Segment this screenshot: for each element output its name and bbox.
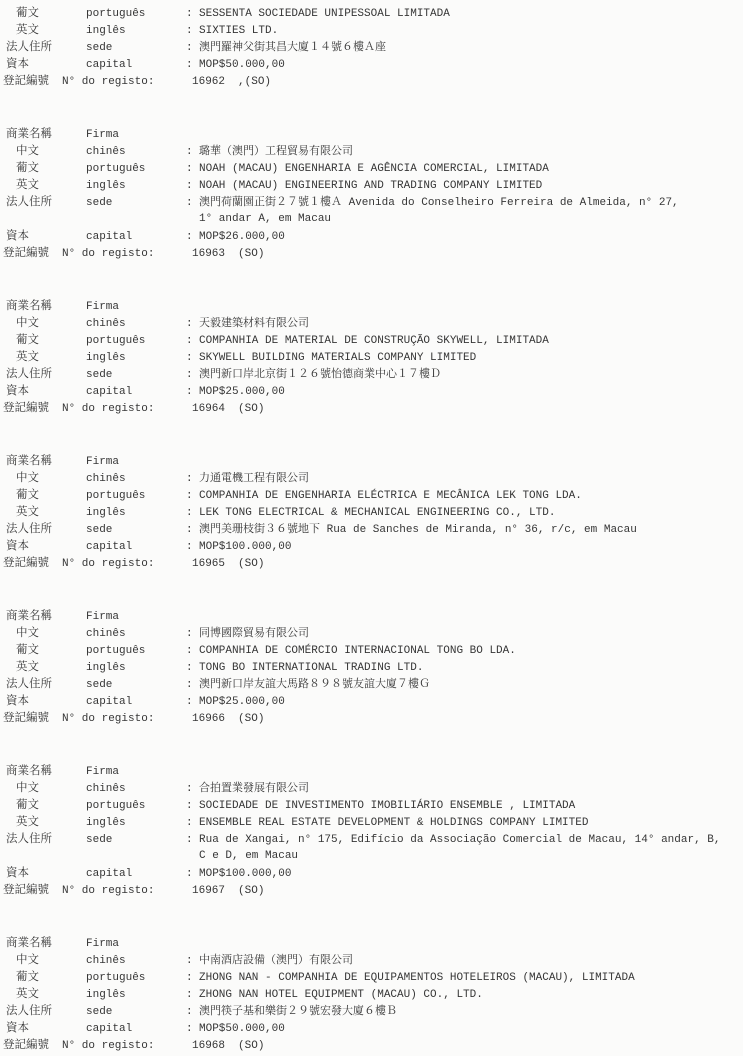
label-chinese-pt: chinês bbox=[86, 628, 126, 640]
field-row-firma bbox=[0, 453, 743, 470]
field-row-chinese bbox=[0, 143, 743, 160]
colon: : bbox=[186, 817, 193, 829]
label-firma-zh: 商業名稱 bbox=[6, 610, 52, 623]
label-registo-pt: N° do registo: bbox=[62, 1040, 155, 1052]
label-capital-zh: 資本 bbox=[6, 385, 29, 398]
field-row-chinese bbox=[0, 315, 743, 332]
field-row-sede bbox=[0, 39, 743, 56]
label-english-zh: 英文 bbox=[16, 988, 39, 1001]
chinese-name-value: 同博國際貿易有限公司 bbox=[199, 628, 309, 640]
colon: : bbox=[186, 473, 193, 485]
company-entry bbox=[0, 935, 743, 1054]
capital-value: MOP$50.000,00 bbox=[199, 1023, 285, 1035]
field-row-capital bbox=[0, 383, 743, 400]
label-portuguese-zh: 葡文 bbox=[16, 971, 39, 984]
label-sede-pt: sede bbox=[86, 679, 113, 691]
field-row-portuguese bbox=[0, 487, 743, 504]
label-english-pt: inglês bbox=[86, 352, 126, 364]
label-sede-pt: sede bbox=[86, 834, 113, 846]
label-sede-zh: 法人住所 bbox=[6, 41, 52, 54]
capital-value: MOP$25.000,00 bbox=[199, 696, 285, 708]
label-english-zh: 英文 bbox=[16, 816, 39, 829]
field-row-capital bbox=[0, 538, 743, 555]
label-registo-zh: 登記編號 bbox=[3, 884, 49, 897]
label-english-pt: inglês bbox=[86, 817, 126, 829]
label-chinese-zh: 中文 bbox=[16, 954, 39, 967]
label-sede-zh: 法人住所 bbox=[6, 678, 52, 691]
colon: : bbox=[186, 8, 193, 20]
colon: : bbox=[186, 180, 193, 192]
field-row-firma bbox=[0, 763, 743, 780]
english-name-value: SIXTIES LTD. bbox=[199, 25, 279, 37]
label-firma-zh: 商業名稱 bbox=[6, 128, 52, 141]
colon: : bbox=[186, 524, 193, 536]
label-chinese-zh: 中文 bbox=[16, 472, 39, 485]
field-row-english bbox=[0, 504, 743, 521]
registo-note: (SO) bbox=[238, 1040, 265, 1052]
registo-note: ,(SO) bbox=[238, 76, 272, 88]
label-english-zh: 英文 bbox=[16, 179, 39, 192]
colon: : bbox=[186, 834, 193, 846]
label-firma-pt: Firma bbox=[86, 611, 120, 623]
sede-value: Rua de Xangai, n° 175, Edifício da Associação Comercial de Macau, 14° andar, B, bbox=[199, 834, 721, 846]
portuguese-name-value: NOAH (MACAU) ENGENHARIA E AGÊNCIA COMERCIAL, LIMITADA bbox=[199, 163, 549, 175]
label-capital-pt: capital bbox=[86, 231, 133, 243]
label-portuguese-zh: 葡文 bbox=[16, 644, 39, 657]
colon: : bbox=[186, 318, 193, 330]
label-sede-zh: 法人住所 bbox=[6, 368, 52, 381]
colon: : bbox=[186, 490, 193, 502]
colon: : bbox=[186, 696, 193, 708]
colon: : bbox=[186, 955, 193, 967]
field-row-portuguese bbox=[0, 5, 743, 22]
label-english-pt: inglês bbox=[86, 662, 126, 674]
label-capital-pt: capital bbox=[86, 696, 133, 708]
label-sede-pt: sede bbox=[86, 524, 113, 536]
registo-number: 16966 bbox=[192, 713, 226, 725]
capital-value: MOP$50.000,00 bbox=[199, 59, 285, 71]
registo-number: 16964 bbox=[192, 403, 226, 415]
label-portuguese-pt: português bbox=[86, 800, 146, 812]
capital-value: MOP$26.000,00 bbox=[199, 231, 285, 243]
label-portuguese-zh: 葡文 bbox=[16, 162, 39, 175]
field-row-portuguese bbox=[0, 642, 743, 659]
label-registo-zh: 登記編號 bbox=[3, 557, 49, 570]
field-row-english bbox=[0, 659, 743, 676]
label-chinese-pt: chinês bbox=[86, 473, 126, 485]
label-capital-pt: capital bbox=[86, 868, 133, 880]
chinese-name-value: 力通電機工程有限公司 bbox=[199, 473, 309, 485]
label-chinese-zh: 中文 bbox=[16, 317, 39, 330]
english-name-value: LEK TONG ELECTRICAL & MECHANICAL ENGINEERING CO., LTD. bbox=[199, 507, 556, 519]
label-sede-zh: 法人住所 bbox=[6, 833, 52, 846]
label-chinese-zh: 中文 bbox=[16, 145, 39, 158]
registo-number: 16962 bbox=[192, 76, 226, 88]
field-row-english bbox=[0, 986, 743, 1003]
capital-value: MOP$100.000,00 bbox=[199, 541, 292, 553]
label-sede-zh: 法人住所 bbox=[6, 523, 52, 536]
colon: : bbox=[186, 25, 193, 37]
field-row-capital bbox=[0, 56, 743, 73]
label-chinese-pt: chinês bbox=[86, 955, 126, 967]
colon: : bbox=[186, 662, 193, 674]
field-row-chinese bbox=[0, 625, 743, 642]
sede-value: 澳門筷子基和樂街２９號宏發大廈６樓Ｂ bbox=[199, 1006, 397, 1018]
field-row-firma bbox=[0, 298, 743, 315]
company-entry bbox=[0, 126, 743, 262]
field-row-registo bbox=[0, 245, 743, 262]
field-row-portuguese bbox=[0, 797, 743, 814]
chinese-name-value: 合拍置業發展有限公司 bbox=[199, 783, 309, 795]
registo-note: (SO) bbox=[238, 558, 265, 570]
colon: : bbox=[186, 369, 193, 381]
field-row-sede bbox=[0, 521, 743, 538]
label-chinese-zh: 中文 bbox=[16, 627, 39, 640]
field-row-english bbox=[0, 177, 743, 194]
field-row-sede-continuation bbox=[0, 848, 743, 865]
field-row-english bbox=[0, 349, 743, 366]
label-portuguese-zh: 葡文 bbox=[16, 7, 39, 20]
field-row-registo bbox=[0, 73, 743, 90]
field-row-sede bbox=[0, 1003, 743, 1020]
colon: : bbox=[186, 352, 193, 364]
label-sede-pt: sede bbox=[86, 42, 113, 54]
field-row-capital bbox=[0, 693, 743, 710]
field-row-firma bbox=[0, 126, 743, 143]
label-capital-zh: 資本 bbox=[6, 1022, 29, 1035]
colon: : bbox=[186, 989, 193, 1001]
label-portuguese-pt: português bbox=[86, 335, 146, 347]
chinese-name-value: 璐華（澳門）工程貿易有限公司 bbox=[199, 146, 353, 158]
sede-value: 澳門羅神父街其昌大廈１４號６樓Ａ座 bbox=[199, 42, 386, 54]
label-registo-zh: 登記編號 bbox=[3, 402, 49, 415]
label-english-zh: 英文 bbox=[16, 506, 39, 519]
colon: : bbox=[186, 507, 193, 519]
label-chinese-zh: 中文 bbox=[16, 782, 39, 795]
sede-value-line2: C e D, em Macau bbox=[199, 850, 299, 862]
sede-value-line2: 1° andar A, em Macau bbox=[199, 213, 332, 225]
label-english-pt: inglês bbox=[86, 180, 126, 192]
field-row-chinese bbox=[0, 780, 743, 797]
registo-number: 16967 bbox=[192, 885, 226, 897]
label-registo-zh: 登記編號 bbox=[3, 75, 49, 88]
label-capital-pt: capital bbox=[86, 386, 133, 398]
field-row-firma bbox=[0, 935, 743, 952]
label-sede-zh: 法人住所 bbox=[6, 1005, 52, 1018]
field-row-registo bbox=[0, 400, 743, 417]
company-entry bbox=[0, 763, 743, 899]
english-name-value: TONG BO INTERNATIONAL TRADING LTD. bbox=[199, 662, 424, 674]
capital-value: MOP$25.000,00 bbox=[199, 386, 285, 398]
label-firma-pt: Firma bbox=[86, 766, 120, 778]
field-row-sede bbox=[0, 676, 743, 693]
label-registo-zh: 登記編號 bbox=[3, 1039, 49, 1052]
field-row-english bbox=[0, 22, 743, 39]
field-row-registo bbox=[0, 1037, 743, 1054]
colon: : bbox=[186, 335, 193, 347]
label-portuguese-zh: 葡文 bbox=[16, 334, 39, 347]
colon: : bbox=[186, 163, 193, 175]
field-row-sede bbox=[0, 831, 743, 848]
label-registo-pt: N° do registo: bbox=[62, 713, 155, 725]
sede-value: 澳門新口岸北京街１２６號怡德商業中心１７樓Ｄ bbox=[199, 369, 441, 381]
label-capital-pt: capital bbox=[86, 59, 133, 71]
label-portuguese-pt: português bbox=[86, 645, 146, 657]
company-entry bbox=[0, 453, 743, 572]
registo-note: (SO) bbox=[238, 713, 265, 725]
field-row-sede bbox=[0, 194, 743, 211]
label-capital-zh: 資本 bbox=[6, 58, 29, 71]
label-registo-pt: N° do registo: bbox=[62, 558, 155, 570]
registo-note: (SO) bbox=[238, 248, 265, 260]
field-row-capital bbox=[0, 865, 743, 882]
field-row-capital bbox=[0, 1020, 743, 1037]
sede-value: 澳門新口岸友誼大馬路８９８號友誼大廈７樓Ｇ bbox=[199, 679, 430, 691]
registo-number: 16963 bbox=[192, 248, 226, 260]
label-sede-pt: sede bbox=[86, 1006, 113, 1018]
field-row-sede bbox=[0, 366, 743, 383]
field-row-registo bbox=[0, 710, 743, 727]
colon: : bbox=[186, 783, 193, 795]
label-capital-pt: capital bbox=[86, 541, 133, 553]
company-entry bbox=[0, 608, 743, 727]
colon: : bbox=[186, 679, 193, 691]
field-row-portuguese bbox=[0, 969, 743, 986]
chinese-name-value: 中南酒店設備（澳門）有限公司 bbox=[199, 955, 353, 967]
field-row-sede-continuation bbox=[0, 211, 743, 228]
field-row-portuguese bbox=[0, 160, 743, 177]
portuguese-name-value: COMPANHIA DE COMÉRCIO INTERNACIONAL TONG BO LDA. bbox=[199, 645, 516, 657]
colon: : bbox=[186, 1006, 193, 1018]
label-registo-pt: N° do registo: bbox=[62, 248, 155, 260]
colon: : bbox=[186, 386, 193, 398]
portuguese-name-value: SOCIEDADE DE INVESTIMENTO IMOBILIÁRIO ENSEMBLE , LIMITADA bbox=[199, 800, 576, 812]
label-sede-pt: sede bbox=[86, 369, 113, 381]
field-row-chinese bbox=[0, 952, 743, 969]
field-row-capital bbox=[0, 228, 743, 245]
label-capital-pt: capital bbox=[86, 1023, 133, 1035]
label-firma-zh: 商業名稱 bbox=[6, 300, 52, 313]
label-sede-pt: sede bbox=[86, 197, 113, 209]
chinese-name-value: 天毅建築材料有限公司 bbox=[199, 318, 309, 330]
label-firma-pt: Firma bbox=[86, 938, 120, 950]
label-firma-pt: Firma bbox=[86, 129, 120, 141]
label-capital-zh: 資本 bbox=[6, 540, 29, 553]
label-portuguese-zh: 葡文 bbox=[16, 489, 39, 502]
sede-value: 澳門美珊枝街３６號地下 Rua de Sanches de Miranda, n° 36, r/c, em Macau bbox=[199, 524, 637, 536]
label-capital-zh: 資本 bbox=[6, 230, 29, 243]
label-firma-zh: 商業名稱 bbox=[6, 455, 52, 468]
capital-value: MOP$100.000,00 bbox=[199, 868, 292, 880]
colon: : bbox=[186, 146, 193, 158]
label-english-pt: inglês bbox=[86, 989, 126, 1001]
label-registo-pt: N° do registo: bbox=[62, 403, 155, 415]
label-registo-pt: N° do registo: bbox=[62, 76, 155, 88]
colon: : bbox=[186, 42, 193, 54]
colon: : bbox=[186, 972, 193, 984]
colon: : bbox=[186, 1023, 193, 1035]
portuguese-name-value: ZHONG NAN - COMPANHIA DE EQUIPAMENTOS HOTELEIROS (MACAU), LIMITADA bbox=[199, 972, 635, 984]
field-row-registo bbox=[0, 555, 743, 572]
portuguese-name-value: SESSENTA SOCIEDADE UNIPESSOAL LIMITADA bbox=[199, 8, 450, 20]
label-english-zh: 英文 bbox=[16, 351, 39, 364]
colon: : bbox=[186, 800, 193, 812]
field-row-chinese bbox=[0, 470, 743, 487]
label-firma-zh: 商業名稱 bbox=[6, 937, 52, 950]
label-portuguese-pt: português bbox=[86, 163, 146, 175]
registo-note: (SO) bbox=[238, 885, 265, 897]
colon: : bbox=[186, 868, 193, 880]
sede-value: 澳門荷蘭園正街２７號１樓Ａ Avenida do Conselheiro Ferreira de Almeida, n° 27, bbox=[199, 197, 679, 209]
label-firma-pt: Firma bbox=[86, 456, 120, 468]
label-english-zh: 英文 bbox=[16, 661, 39, 674]
registo-note: (SO) bbox=[238, 403, 265, 415]
colon: : bbox=[186, 645, 193, 657]
colon: : bbox=[186, 197, 193, 209]
company-entry bbox=[0, 5, 743, 90]
registo-number: 16965 bbox=[192, 558, 226, 570]
label-firma-zh: 商業名稱 bbox=[6, 765, 52, 778]
field-row-registo bbox=[0, 882, 743, 899]
label-registo-zh: 登記編號 bbox=[3, 712, 49, 725]
english-name-value: SKYWELL BUILDING MATERIALS COMPANY LIMITED bbox=[199, 352, 477, 364]
registo-number: 16968 bbox=[192, 1040, 226, 1052]
colon: : bbox=[186, 541, 193, 553]
field-row-firma bbox=[0, 608, 743, 625]
colon: : bbox=[186, 59, 193, 71]
portuguese-name-value: COMPANHIA DE ENGENHARIA ELÉCTRICA E MECÂNICA LEK TONG LDA. bbox=[199, 490, 582, 502]
english-name-value: NOAH (MACAU) ENGINEERING AND TRADING COMPANY LIMITED bbox=[199, 180, 543, 192]
label-english-zh: 英文 bbox=[16, 24, 39, 37]
label-chinese-pt: chinês bbox=[86, 146, 126, 158]
label-firma-pt: Firma bbox=[86, 301, 120, 313]
label-portuguese-pt: português bbox=[86, 490, 146, 502]
portuguese-name-value: COMPANHIA DE MATERIAL DE CONSTRUÇÃO SKYWELL, LIMITADA bbox=[199, 335, 549, 347]
colon: : bbox=[186, 628, 193, 640]
label-portuguese-pt: português bbox=[86, 972, 146, 984]
label-sede-zh: 法人住所 bbox=[6, 196, 52, 209]
field-row-english bbox=[0, 814, 743, 831]
label-capital-zh: 資本 bbox=[6, 695, 29, 708]
label-chinese-pt: chinês bbox=[86, 318, 126, 330]
label-registo-pt: N° do registo: bbox=[62, 885, 155, 897]
colon: : bbox=[186, 231, 193, 243]
english-name-value: ZHONG NAN HOTEL EQUIPMENT (MACAU) CO., LTD. bbox=[199, 989, 483, 1001]
company-entry bbox=[0, 298, 743, 417]
label-portuguese-zh: 葡文 bbox=[16, 799, 39, 812]
label-chinese-pt: chinês bbox=[86, 783, 126, 795]
label-english-pt: inglês bbox=[86, 25, 126, 37]
label-capital-zh: 資本 bbox=[6, 867, 29, 880]
field-row-portuguese bbox=[0, 332, 743, 349]
label-portuguese-pt: português bbox=[86, 8, 146, 20]
label-registo-zh: 登記編號 bbox=[3, 247, 49, 260]
label-english-pt: inglês bbox=[86, 507, 126, 519]
english-name-value: ENSEMBLE REAL ESTATE DEVELOPMENT & HOLDINGS COMPANY LIMITED bbox=[199, 817, 589, 829]
